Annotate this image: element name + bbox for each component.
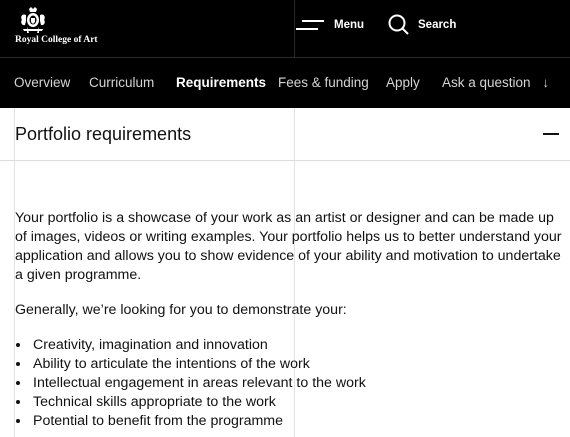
portfolio-requirements-accordion[interactable] [0,108,570,161]
list-item: • Intellectual engagement in areas relevant to the work [31,374,563,393]
header-divider [294,0,295,57]
tab-label: Ask a question [442,75,531,90]
tab-label: Overview [14,75,71,90]
tab-label: Fees & funding [278,75,369,90]
site-header [0,0,570,57]
tab-overview[interactable] [14,75,70,90]
tab-label: Curriculum [89,75,155,90]
rca-logo[interactable] [15,7,105,47]
tab-label: Apply [386,75,420,90]
search-label: Search [418,19,457,31]
list-item: • Creativity, imagination and innovation [31,336,563,355]
hamburger-menu-icon [296,17,326,33]
list-item: • Ability to articulate the intentions of the work [31,355,563,374]
search-icon [388,14,410,36]
list-item: • Potential to benefit from the programme [31,412,563,431]
intro-paragraph: Your portfolio is a showcase of your work as an artist or designer and can be made up of images, videos or writing examples. Your portfolio helps us to better understand your application and allows you to show evidence of your ability and motivation to undertake a given programme. [15,210,562,283]
criteria-list [15,336,563,431]
tab-requirements[interactable] [176,75,266,90]
menu-button[interactable] [296,14,364,36]
tab-ask-a-question[interactable] [442,75,549,90]
programme-subnav [0,57,570,108]
menu-label: Menu [334,19,365,31]
royal-crest-icon [15,7,51,35]
tab-apply[interactable] [386,75,420,90]
arrow-down-icon: ↓ [542,75,550,90]
tab-curriculum[interactable] [89,75,154,90]
list-item: • Technical skills appropriate to the work [31,393,563,412]
accordion-title: Portfolio requirements [15,124,192,144]
search-button[interactable] [388,13,456,37]
tab-fees-funding[interactable] [278,75,369,90]
minus-icon[interactable] [543,133,559,135]
logo-wordmark: Royal College of Art [15,35,98,45]
accordion-content [15,209,563,431]
lead-paragraph: Generally, we’re looking for you to demonstrate your: [15,302,347,318]
tab-label: Requirements [176,75,267,90]
